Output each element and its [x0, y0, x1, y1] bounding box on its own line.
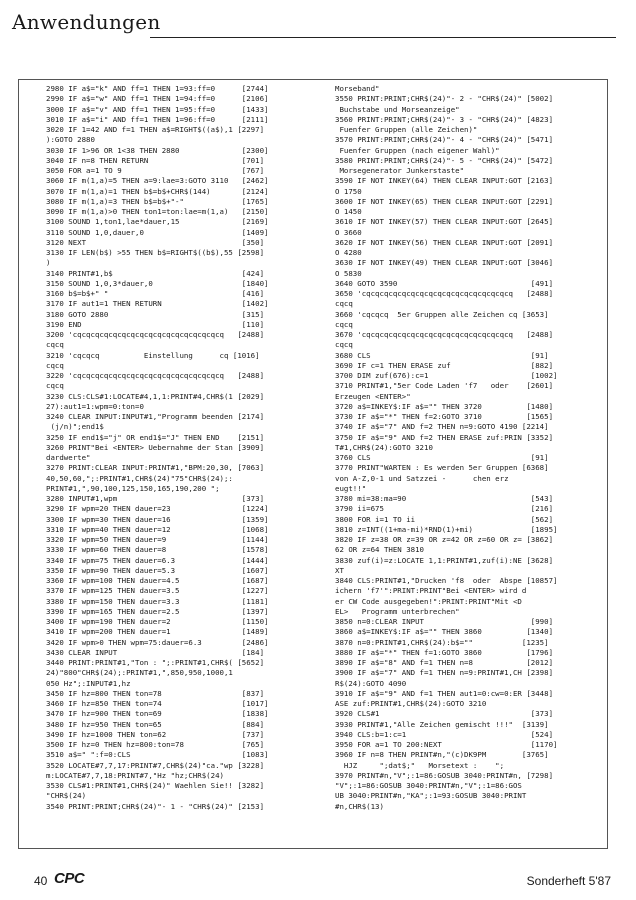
- code-line: 3200 'cqcqcqcqcqcqcqcqcqcqcqcqcqcqcqcqcq [2488]: [46, 330, 265, 339]
- code-line: 3820 IF z=38 OR z=39 OR z=42 OR z=60 OR z= [3862]: [335, 535, 554, 544]
- code-line: 3050 FOR a=1 TO 9 [767]: [46, 166, 265, 175]
- code-line: PRINT#1,",90,100,125,150,165,190,200 ";: [46, 483, 220, 493]
- code-line: 3310 IF wpm=40 THEN dauer=12 [1068]: [46, 524, 269, 534]
- code-line: 3420 IF wpm>0 THEN wpm=75:dauer=6.3 [2486]: [46, 637, 269, 647]
- code-line: 3610 IF NOT INKEY(57) THEN CLEAR INPUT:GOT [2645]: [335, 217, 554, 227]
- code-line: 3180 GOTO 2880 [315]: [46, 309, 265, 319]
- code-line: er CW Code ausgegeben!":PRINT:PRINT"Mit <D: [335, 596, 522, 606]
- code-line: 3150 SOUND 1,0,3*dauer,0 [1840]: [46, 278, 269, 288]
- code-line: O 3660: [335, 227, 362, 237]
- code-line: Fuenfer Gruppen (alle Zeichen)": [335, 125, 478, 134]
- code-line: 3890 IF a$="8" AND f=1 THEN n=8 [2012]: [335, 658, 554, 667]
- code-line: 3030 IF 1>96 OR 1<38 THEN 2880 [2300]: [46, 145, 269, 155]
- code-line: Fuenfer Gruppen (nach eigener Wahl)": [335, 145, 500, 155]
- code-line: 3700 DIM zuf(676):c=1 [1002]: [335, 371, 558, 380]
- code-line: 3400 IF wpm=190 THEN dauer=2 [1150]: [46, 617, 269, 626]
- code-line: 3000 IF a$="v" AND ff=1 THEN 1=95:ff=0 [1433]: [46, 104, 269, 114]
- code-line: 3730 IF a$="*" THEN f=2:GOTO 3710 [1565]: [335, 412, 554, 421]
- code-line: 3290 IF wpm=20 THEN dauer=23 [1224]: [46, 504, 269, 514]
- code-line: cqcq: [335, 319, 353, 329]
- code-line: 3930 PRINT#1,"Alle Zeichen gemischt !!!" [3139]: [335, 719, 549, 729]
- code-line: 3190 END [110]: [46, 319, 265, 329]
- code-line: 3380 IF wpm=150 THEN dauer=3.3 [1181]: [46, 596, 269, 606]
- code-line: 3590 IF NOT INKEY(64) THEN CLEAR INPUT:GOT [2163]: [335, 176, 554, 186]
- code-line: cqcq: [335, 340, 353, 350]
- code-line: 3360 IF wpm=100 THEN dauer=4.5 [1687]: [46, 576, 269, 585]
- code-line: 3840 CLS:PRINT#1,"Drucken 'f8 oder Abspe [10857]: [335, 576, 558, 585]
- code-line: 3110 SOUND 1,0,dauer,0 [1409]: [46, 227, 269, 237]
- listing-left-column: [46, 84, 268, 812]
- listing-right-column: [335, 84, 557, 812]
- code-line: Erzeugen <ENTER>": [335, 391, 411, 401]
- code-line: 24)"800"CHR$(24);:PRINT#1,",850,950,1000,1: [46, 668, 233, 678]
- section-title: Anwendungen: [12, 10, 161, 34]
- code-line: 3940 CLS:b=1:c=1 [524]: [335, 729, 554, 739]
- code-line: 3340 IF wpm=75 THEN dauer=6.3 [1444]: [46, 555, 269, 565]
- code-line: 3510 a$=" ":f=0:CLS [1083]: [46, 750, 269, 760]
- code-line: 3640 GOTO 3590 [491]: [335, 278, 554, 288]
- code-line: Buchstabe und Morseanzeige": [335, 104, 460, 114]
- code-line: 3800 FOR i=1 TO ii [562]: [335, 514, 554, 524]
- code-line: 3330 IF wpm=60 THEN dauer=8 [1578]: [46, 545, 269, 555]
- code-line: 3120 NEXT [350]: [46, 237, 265, 247]
- code-line: 3490 IF hz=1000 THEN ton=62 [737]: [46, 729, 265, 739]
- code-line: 62 OR z=64 THEN 3810: [335, 545, 424, 555]
- code-line: 3650 'cqcqcqcqcqcqcqcqcqcqcqcqcqcqcqcqcq [2488]: [335, 289, 554, 298]
- magazine-logo: CPC: [54, 870, 85, 887]
- code-line: m:LOCATE#7,7,18:PRINT#7,"Hz "hz;CHR$(24): [46, 770, 224, 780]
- code-line: 3270 PRINT:CLEAR INPUT:PRINT#1,"BPM:20,30, [7063]: [46, 463, 265, 473]
- code-line: 3620 IF NOT INKEY(56) THEN CLEAR INPUT:GOT [2091]: [335, 237, 554, 247]
- code-line: XT: [335, 565, 344, 575]
- code-line: 3090 IF m(1,a)>0 THEN ton1=ton:lae=m(1,a) [2150]: [46, 207, 269, 216]
- code-line: 3480 IF hz=950 THEN ton=65 [884]: [46, 719, 265, 729]
- code-line: eugt!!": [335, 483, 367, 493]
- code-line: 3010 IF a$="i" AND ff=1 THEN 1=96:ff=0 [2111]: [46, 114, 269, 124]
- code-line: 3040 IF n=8 THEN RETURN [701]: [46, 155, 265, 165]
- code-line: T#1,CHR$(24):GOTO 3210: [335, 442, 433, 452]
- code-line: 3750 IF a$="9" AND f=2 THEN ERASE zuf:PRIN [3352]: [335, 432, 554, 442]
- code-line: 3550 PRINT:PRINT;CHR$(24)"- 2 - "CHR$(24)" [5002]: [335, 94, 554, 104]
- issue-label: Sonderheft 5'87: [526, 874, 611, 888]
- code-line: 3230 CLS:CLS#1:LOCATE#4,1,1:PRINT#4,CHR$(1 [2029]: [46, 391, 265, 401]
- code-line: 3170 IF aut1=1 THEN RETURN [1402]: [46, 299, 269, 309]
- code-line: cqcq: [335, 299, 353, 309]
- code-line: 3470 IF hz=900 THEN ton=69 [1838]: [46, 709, 269, 719]
- code-line: 3920 CLS#1 [373]: [335, 709, 554, 719]
- code-line: O 1450: [335, 207, 362, 216]
- code-line: 3060 IF m(1,a)=5 THEN a=9:lae=3:GOTO 3110 [2462]: [46, 176, 269, 186]
- code-line: 27):aut1=1:wpm=0:ton=0: [46, 401, 144, 411]
- header-rule: [150, 37, 616, 38]
- code-line: 3390 IF wpm=165 THEN dauer=2.5 [1397]: [46, 606, 269, 616]
- code-line: 3910 IF a$="9" AND f=1 THEN aut1=0:cw=0:ER [3448]: [335, 688, 554, 698]
- code-line: cqcq: [46, 381, 64, 391]
- code-line: 3770 PRINT"WARTEN : Es werden 5er Gruppen [6368]: [335, 463, 549, 473]
- code-line: R$(24):GOTO 4090: [335, 678, 407, 688]
- code-line: 40,50,60,";:PRINT#1,CHR$(24)"75"CHR$(24);:: [46, 473, 233, 483]
- code-line: 3410 IF wpm=200 THEN dauer=1 [1489]: [46, 627, 269, 637]
- code-line: 3960 IF n=8 THEN PRINT#n,"(c)DK9PM [3765]: [335, 750, 549, 760]
- code-line: 3140 PRINT#1,b$ [424]: [46, 268, 265, 278]
- code-line: UB 3040:PRINT#n,"KA";:1=93:GOSUB 3040:PRINT: [335, 791, 527, 801]
- code-line: 3430 CLEAR INPUT [184]: [46, 647, 265, 657]
- code-line: 3280 INPUT#1,wpm [373]: [46, 494, 265, 503]
- code-line: 3710 PRINT#1,"5er Code Laden 'f7 oder [2601]: [335, 381, 554, 391]
- code-line: 3460 IF hz=850 THEN ton=74 [1017]: [46, 699, 269, 708]
- code-line: 3830 zuf(i)=z:LOCATE 1,1:PRINT#1,zuf(i):NE [3628]: [335, 555, 554, 565]
- code-line: (j/n)";end1$: [46, 422, 104, 432]
- code-line: 2990 IF a$="w" AND ff=1 THEN 1=94:ff=0 [2106]: [46, 94, 269, 104]
- code-line: 3690 IF c=1 THEN ERASE zuf [882]: [335, 360, 554, 370]
- code-line: ): [46, 258, 51, 268]
- page-number: 40: [34, 874, 48, 888]
- code-line: 3440 PRINT:PRINT#1,"Ton : ";:PRINT#1,CHR$( [5652]: [46, 658, 265, 667]
- code-line: 3970 PRINT#n,"V";:1=86:GOSUB 3040:PRINT#n, [7298]: [335, 770, 554, 780]
- code-line: O 4280: [335, 248, 362, 257]
- code-line: Morseband": [335, 84, 380, 93]
- code-line: 3780 mi=38:ma=90 [543]: [335, 494, 554, 503]
- code-line: von A-Z,0-1 und Satzzei - chen erz: [335, 473, 509, 483]
- code-line: 3560 PRINT:PRINT;CHR$(24)"- 3 - "CHR$(24)" [4823]: [335, 114, 554, 124]
- code-line: 3760 CLS [91]: [335, 453, 549, 462]
- code-line: ichern 'f7'":PRINT:PRINT"Bei <ENTER> wird d: [335, 586, 527, 596]
- code-line: 3130 IF LEN(b$) >55 THEN b$=RIGHT$((b$),55 [2598]: [46, 248, 265, 257]
- code-line: dardwerte": [46, 453, 91, 462]
- code-line: cqcq: [46, 360, 64, 370]
- code-line: 3300 IF wpm=30 THEN dauer=16 [1359]: [46, 514, 269, 524]
- code-line: 3260 PRINT"Bei <ENTER> Uebernahme der Stan [3909]: [46, 442, 265, 452]
- code-line: 3100 SOUND 1,ton1,lae*dauer,15 [2169]: [46, 217, 269, 227]
- code-line: O 5830: [335, 268, 362, 278]
- code-line: 3210 'cqcqcq Einstellung cq [1016]: [46, 350, 260, 360]
- code-line: 3810 z=INT((1+ma-mi)*RND(1)+mi) [1895]: [335, 524, 558, 534]
- code-line: 3250 IF end1$="j" OR end1$="J" THEN END [2151]: [46, 432, 265, 442]
- code-line: 3240 CLEAR INPUT:INPUT#1,"Programm beenden [2174]: [46, 412, 265, 421]
- code-line: EL> Programm unterbrechen": [335, 606, 460, 616]
- code-line: 3320 IF wpm=50 THEN dauer=9 [1144]: [46, 535, 269, 544]
- code-line: 3950 FOR a=1 TO 200:NEXT [1170]: [335, 740, 558, 749]
- code-line: 3450 IF hz=800 THEN ton=78 [837]: [46, 688, 265, 698]
- code-line: 3370 IF wpm=125 THEN dauer=3.5 [1227]: [46, 586, 269, 596]
- code-line: 3350 IF wpm=90 THEN dauer=5.3 [1607]: [46, 565, 269, 575]
- code-line: 3630 IF NOT INKEY(49) THEN CLEAR INPUT:GOT [3046]: [335, 258, 554, 268]
- page-header: [0, 0, 636, 40]
- code-line: 3080 IF m(1,a)=3 THEN b$=b$+"-" [1765]: [46, 196, 269, 206]
- code-line: 3880 IF a$="*" THEN f=1:GOTO 3860 [1796]: [335, 647, 554, 657]
- code-line: 3520 LOCATE#7,7,17:PRINT#7,CHR$(24)"ca."wp [3228]: [46, 760, 265, 770]
- code-line: ASE zuf:PRINT#1,CHR$(24):GOTO 3210: [335, 699, 487, 708]
- code-line: 3790 ii=675 [216]: [335, 504, 554, 514]
- code-line: 3580 PRINT:PRINT;CHR$(24)"- 5 - "CHR$(24)" [5472]: [335, 155, 554, 165]
- code-line: 3500 IF hz=0 THEN hz=800:ton=78 [765]: [46, 740, 265, 749]
- code-line: 3540 PRINT:PRINT;CHR$(24)"- 1 - "CHR$(24)" [2153]: [46, 801, 265, 811]
- code-line: #n,CHR$(13): [335, 801, 384, 811]
- code-line: 3860 a$=INKEY$:IF a$="" THEN 3860 [1340]: [335, 627, 554, 637]
- code-line: 3660 'cqcqcq 5er Gruppen alle Zeichen cq [3653]: [335, 309, 549, 319]
- code-line: "V";:1=86:GOSUB 3040:PRINT#n,"V";:1=86:GOS: [335, 781, 522, 790]
- code-line: HJZ ";dat$;" Morsetext : ";: [335, 760, 505, 770]
- code-line: cqcq: [46, 340, 64, 350]
- code-line: 050 Hz";:INPUT#1,hz: [46, 678, 131, 688]
- code-line: O 1750: [335, 186, 362, 196]
- code-line: 3160 b$=b$+" " [416]: [46, 289, 265, 298]
- code-line: 3900 IF a$="7" AND f=1 THEN n=9:PRINT#1,CH [2398]: [335, 668, 554, 678]
- code-line: 3850 n=0:CLEAR INPUT [990]: [335, 617, 554, 626]
- code-line: 3070 IF m(1,a)=1 THEN b$=b$+CHR$(144) [2124]: [46, 186, 269, 196]
- code-line: 3220 'cqcqcqcqcqcqcqcqcqcqcqcqcqcqcqcqcq [2488]: [46, 371, 265, 380]
- code-line: 3020 IF 1=42 AND f=1 THEN a$=RIGHT$((a$),1 [2297]: [46, 125, 265, 134]
- code-line: 3870 n=0:PRINT#1,CHR$(24):b$="" [1235]: [335, 637, 549, 647]
- code-line: Morsegenerator Junkerstaste": [335, 166, 465, 175]
- code-line: ):GOTO 2880: [46, 135, 95, 145]
- code-line: "CHR$(24): [46, 791, 87, 801]
- code-line: 3570 PRINT:PRINT;CHR$(24)"- 4 - "CHR$(24)" [5471]: [335, 135, 554, 145]
- code-line: 3670 'cqcqcqcqcqcqcqcqcqcqcqcqcqcqcqcqcq [2488]: [335, 330, 554, 339]
- code-line: 3600 IF NOT INKEY(65) THEN CLEAR INPUT:GOT [2291]: [335, 196, 554, 206]
- code-line: 3740 IF a$="7" AND f=2 THEN n=9:GOTO 4190 [2214]: [335, 422, 549, 432]
- code-line: 3530 CLS#1:PRINT#1,CHR$(24)" Waehlen Sie!! [3282]: [46, 781, 265, 790]
- code-line: 3680 CLS [91]: [335, 350, 549, 360]
- code-line: 3720 a$=INKEY$:IF a$="" THEN 3720 [1480]: [335, 401, 554, 411]
- code-line: 2980 IF a$="k" AND ff=1 THEN 1=93:ff=0 [2744]: [46, 84, 269, 93]
